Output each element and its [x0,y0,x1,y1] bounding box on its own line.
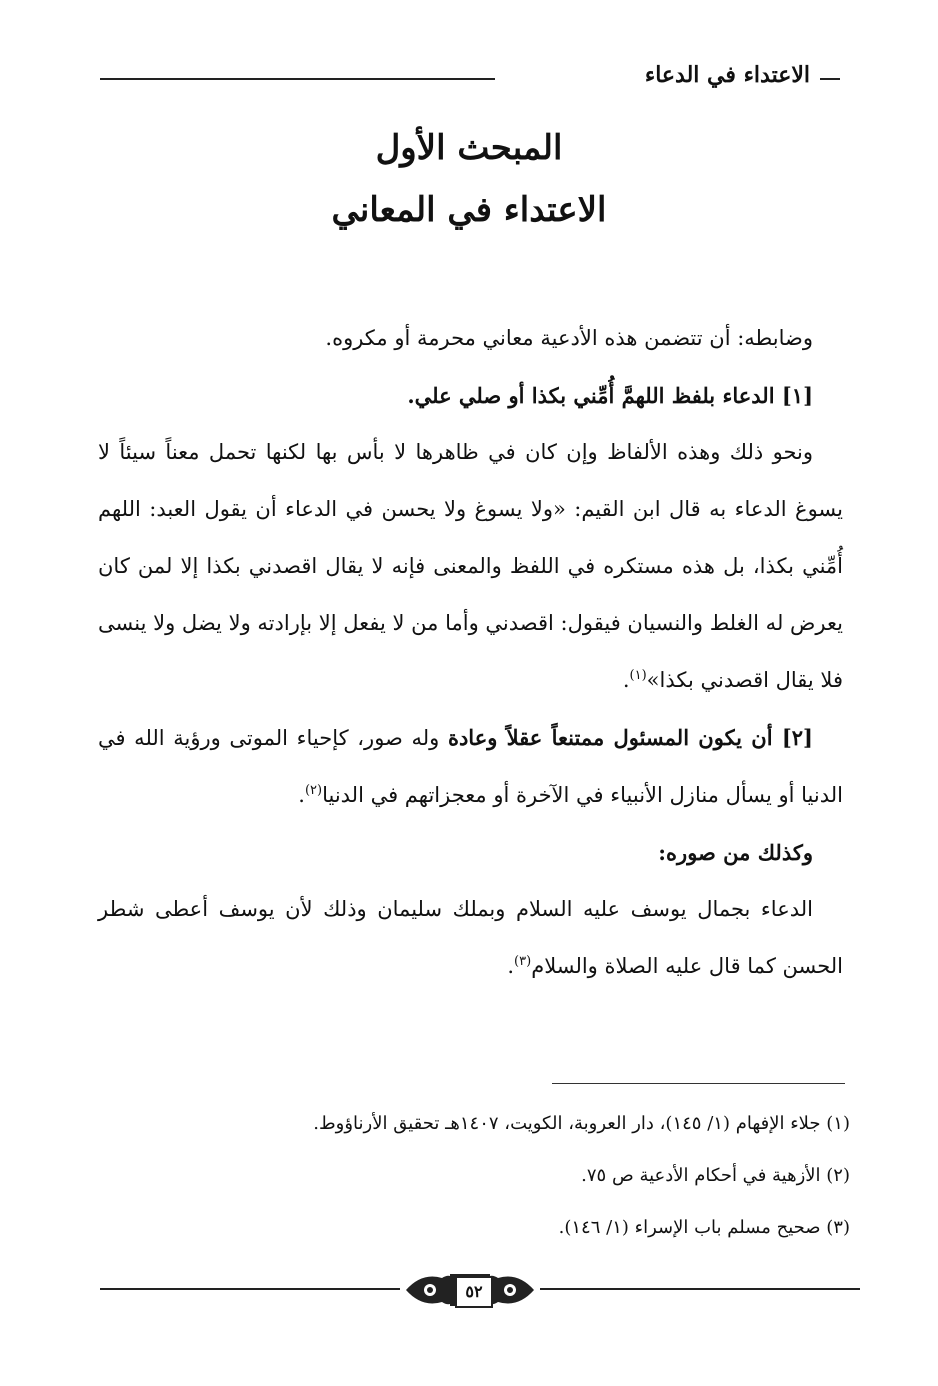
paragraph-examples-heading: وكذلك من صوره: [658,840,813,865]
item-2-heading: [٢] أن يكون المسئول ممتنعاً عقلاً وعادة [447,725,813,750]
header-rule-right [820,78,840,80]
quote-end: . [622,668,630,692]
footnote-2: (٢) الأزهية في أحكام الأدعية ص ٧٥. [581,1165,850,1186]
header-rule-left [100,78,495,80]
footnote-separator [552,1083,845,1084]
footnote-ref-1: (١) [629,668,647,683]
item-2-text: وله صور، كإحياء الموتى ورؤية الله في الدنيا أو يسأل منازل الأنبياء في الآخرة أو معجزاتهم في الدنيا [98,726,843,807]
footer-rule-right [540,1288,860,1290]
footnote-1: (١) جلاء الإفهام (١/ ١٤٥)، دار العروبة، الكويت، ١٤٠٧هـ تحقيق الأرناؤوط. [313,1113,850,1134]
yusuf-text: الدعاء بجمال يوسف عليه السلام وبملك سليمان وذلك لأن يوسف أعطى شطر الحسن كما قال عليه الصلاة والسلام [98,897,843,978]
quote-text: ونحو ذلك وهذه الألفاظ وإن كان في ظاهرها لا بأس بها لكنها تحمل معناً سيئاً لا يسوغ الدعاء به قال ابن القيم: «ولا يسوغ ولا يحسن في الدعاء أن يقول العبد: اللهم أُمِّني بكذا، بل هذه مستكره في اللفظ والمعنى فإنه لا يقال اقصدني بكذا إلا لمن كان يعرض له الغلط والنسيان فيقول: اقصدني وأما من لا يفعل إلا بإرادته ولا يضل ولا ينسى فلا يقال اقصدني بكذا» [98,440,843,692]
paragraph-ibn-qayyim-quote [98,424,843,709]
page-footer [100,1268,860,1312]
paragraph-definition: وضابطه: أن تتضمن هذه الأدعية معاني محرمة أو مكروه. [325,326,813,350]
running-header [100,62,840,94]
page-number: ٥٢ [455,1276,493,1308]
running-header-title: الاعتداء في الدعاء [644,62,810,88]
footer-rule-left [100,1288,400,1290]
paragraph-item-2 [98,709,843,824]
paragraph-item-1: [١] الدعاء بلفظ اللهمَّ أُمِّني بكذا أو صلي علي. [407,383,813,408]
footnote-3: (٣) صحيح مسلم باب الإسراء (١/ ١٤٦). [558,1217,850,1238]
footnote-ref-2: (٢) [304,783,323,798]
paragraph-yusuf [98,881,843,995]
section-heading: المبحث الأول [375,128,563,168]
footnote-ref-3: (٣) [514,954,532,969]
item-2-end: . [298,783,305,807]
body-text [98,310,843,995]
yusuf-end: . [507,954,515,978]
section-subheading: الاعتداء في المعاني [331,190,607,230]
footnotes [98,1098,850,1254]
